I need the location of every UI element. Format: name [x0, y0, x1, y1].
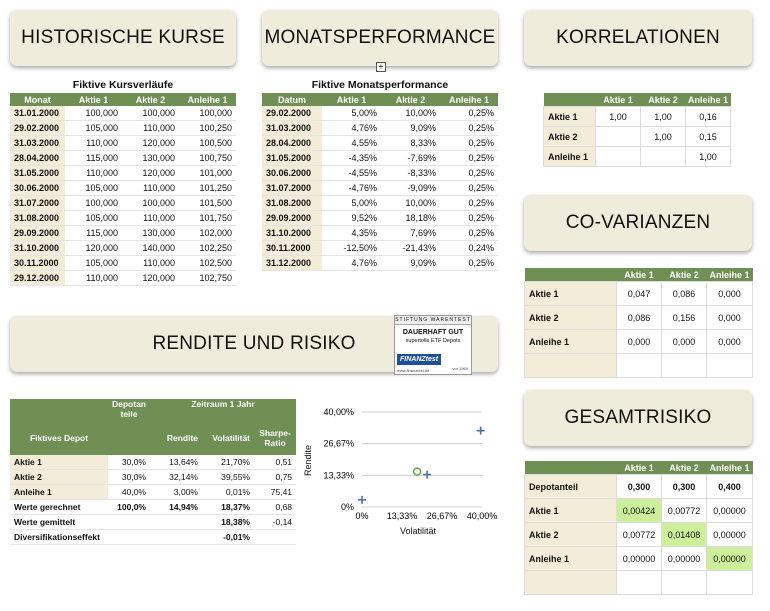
- table-row: [10, 136, 236, 151]
- covarianz-table: [524, 268, 753, 378]
- table-cell: 0,15: [686, 127, 731, 147]
- data-point-circle: [414, 468, 421, 475]
- table-cell: 0,086: [617, 306, 662, 330]
- table-cell: [707, 571, 753, 595]
- kurs-table-title: Fiktive Kursverläufe: [72, 79, 174, 91]
- row-label: Aktie 1: [525, 282, 617, 306]
- column-header: Aktie 2: [122, 93, 179, 106]
- table-cell: 100,000: [122, 196, 179, 211]
- table-cell: -0,14: [254, 515, 296, 530]
- table-cell: 101,500: [179, 196, 236, 211]
- table-cell: -4,35%: [322, 151, 381, 166]
- table-cell: 0,01408: [662, 523, 707, 547]
- table-cell: 120,000: [122, 136, 179, 151]
- column-header: [544, 93, 596, 107]
- table-cell: [108, 515, 150, 530]
- row-label: Depotanteil: [525, 475, 617, 499]
- table-cell: 0,000: [707, 330, 753, 354]
- table-cell: 105,000: [65, 181, 122, 196]
- row-label: 31.05.2000: [262, 151, 322, 166]
- table-row: [525, 499, 753, 523]
- table-cell: 110,000: [122, 256, 179, 271]
- table-cell: 0,000: [707, 282, 753, 306]
- table-cell: -9,09%: [381, 181, 440, 196]
- row-label: 31.08.2000: [10, 211, 65, 226]
- table-cell: 101,250: [179, 181, 236, 196]
- row-label: 29.02.2000: [10, 121, 65, 136]
- table-cell: -0,01%: [202, 530, 254, 545]
- column-header: Anleihe 1: [707, 268, 753, 282]
- table-row: [262, 166, 498, 181]
- banner-monatsperformance: MONATSPERFORMANCE: [262, 10, 498, 66]
- column-header: Aktie 2: [662, 461, 707, 475]
- table-row: [544, 147, 731, 167]
- table-row: [10, 485, 296, 500]
- table-cell: 0,047: [617, 282, 662, 306]
- table-cell: [617, 354, 662, 378]
- table-cell: 0,00772: [617, 523, 662, 547]
- table-row: [10, 241, 236, 256]
- y-tick-label: 26,67%: [323, 438, 354, 449]
- banner-co-varianzen: CO-VARIANZEN: [524, 195, 752, 251]
- table-cell: 105,000: [65, 211, 122, 226]
- row-label: 31.03.2000: [10, 136, 65, 151]
- column-header: [525, 461, 617, 475]
- table-cell: 4,35%: [322, 226, 381, 241]
- y-tick-label: 0%: [340, 502, 354, 512]
- table-cell: 13,64%: [150, 455, 202, 470]
- table-row: [262, 181, 498, 196]
- table-cell: 0,25%: [440, 181, 498, 196]
- data-point-cross: [358, 496, 366, 504]
- column-header: Aktie 2: [662, 268, 707, 282]
- row-label: Werte gerechnet: [10, 500, 108, 515]
- table-row: [525, 547, 753, 571]
- table-row: [525, 354, 753, 378]
- table-cell: 0,25%: [440, 226, 498, 241]
- table-row: [544, 127, 731, 147]
- depot-table: [10, 399, 296, 545]
- table-cell: [150, 515, 202, 530]
- table-row: [10, 256, 236, 271]
- table-cell: [707, 354, 753, 378]
- column-header: Aktie 1: [617, 268, 662, 282]
- table-cell: 0,00000: [707, 523, 753, 547]
- table-cell: [108, 530, 150, 545]
- table-cell: 0,000: [617, 330, 662, 354]
- table-cell: 75,41: [254, 485, 296, 500]
- table-cell: 7,69%: [381, 226, 440, 241]
- column-header: Monat: [10, 93, 65, 106]
- table-cell: 10,00%: [381, 106, 440, 121]
- row-label: [525, 571, 617, 595]
- table-row: [262, 106, 498, 121]
- korrelationen-table: [543, 93, 731, 167]
- table-cell: 18,37%: [202, 500, 254, 515]
- table-cell: [254, 530, 296, 545]
- row-label: 30.06.2000: [10, 181, 65, 196]
- table-cell: 0,000: [662, 330, 707, 354]
- column-header: Anleihe 1: [707, 461, 753, 475]
- table-cell: 32,14%: [150, 470, 202, 485]
- table-row: [262, 226, 498, 241]
- table-row: [525, 306, 753, 330]
- table-cell: [641, 147, 686, 167]
- table-cell: [662, 354, 707, 378]
- row-label: 30.11.2000: [10, 256, 65, 271]
- row-label: 31.07.2000: [262, 181, 322, 196]
- table-cell: 0,300: [617, 475, 662, 499]
- row-label: 29.02.2000: [262, 106, 322, 121]
- data-point-cross: [423, 471, 431, 479]
- table-cell: 4,76%: [322, 256, 381, 271]
- table-cell: 3,00%: [150, 485, 202, 500]
- table-row: [10, 211, 236, 226]
- column-header: Aktie 1: [596, 93, 641, 107]
- table-cell: 100,250: [179, 121, 236, 136]
- table-cell: 110,000: [65, 166, 122, 181]
- table-cell: 0,25%: [440, 211, 498, 226]
- row-label: 31.05.2000: [10, 166, 65, 181]
- table-cell: 0,00000: [662, 547, 707, 571]
- table-cell: 1,00: [641, 107, 686, 127]
- x-tick-label: 13,33%: [386, 511, 418, 521]
- table-cell: 120,000: [122, 271, 179, 286]
- table-cell: 0,00424: [617, 499, 662, 523]
- table-cell: 100,000: [65, 106, 122, 121]
- table-row: [10, 181, 236, 196]
- table-row: [262, 256, 498, 271]
- y-tick-label: 40,00%: [323, 407, 354, 417]
- row-label: 31.10.2000: [10, 241, 65, 256]
- row-label: 29.09.2000: [262, 211, 322, 226]
- table-cell: 0,68: [254, 500, 296, 515]
- table-row: [10, 271, 236, 286]
- table-cell: 0,25%: [440, 166, 498, 181]
- table-cell: 9,52%: [322, 211, 381, 226]
- x-tick-label: 26,67%: [426, 511, 458, 521]
- banner-gesamtrisiko: GESAMTRISIKO: [524, 390, 752, 446]
- table-cell: 100,000: [122, 106, 179, 121]
- row-label: Aktie 1: [525, 499, 617, 523]
- row-label: 28.04.2000: [10, 151, 65, 166]
- table-cell: 0,25%: [440, 256, 498, 271]
- row-label: Aktie 1: [10, 455, 108, 470]
- row-label: Aktie 2: [525, 306, 617, 330]
- gesamtrisiko-table: [524, 461, 753, 595]
- column-header: Anleihe 1: [686, 93, 731, 107]
- table-cell: 100,000: [179, 106, 236, 121]
- table-cell: 0,000: [707, 306, 753, 330]
- row-label: 28.04.2000: [262, 136, 322, 151]
- table-row: [10, 455, 296, 470]
- table-cell: 120,000: [122, 166, 179, 181]
- table-cell: 5,00%: [322, 106, 381, 121]
- summary-row: [10, 515, 296, 530]
- table-cell: 0,00000: [707, 547, 753, 571]
- table-cell: 0,01%: [202, 485, 254, 500]
- table-cell: -8,33%: [381, 166, 440, 181]
- depotanteile-header: Depotan teile: [108, 399, 150, 421]
- table-cell: 0,24%: [440, 241, 498, 256]
- banner-korrelationen: KORRELATIONEN: [524, 10, 752, 66]
- row-label: Diversifikationseffekt: [10, 530, 108, 545]
- table-cell: -4,76%: [322, 181, 381, 196]
- table-cell: 0,156: [662, 306, 707, 330]
- table-cell: 9,09%: [381, 121, 440, 136]
- table-row: [525, 475, 753, 499]
- table-row: [544, 107, 731, 127]
- table-row: [262, 136, 498, 151]
- table-cell: -4,55%: [322, 166, 381, 181]
- data-point-cross: [477, 427, 485, 435]
- row-label: Aktie 1: [544, 107, 596, 127]
- row-label: 31.03.2000: [262, 121, 322, 136]
- column-header: Aktie 1: [617, 461, 662, 475]
- table-cell: 102,000: [179, 226, 236, 241]
- row-label: Aktie 2: [10, 470, 108, 485]
- table-cell: 102,750: [179, 271, 236, 286]
- table-cell: 10,00%: [381, 196, 440, 211]
- table-cell: 14,94%: [150, 500, 202, 515]
- column-header: [525, 268, 617, 282]
- table-cell: 0,51: [254, 455, 296, 470]
- kurs-table: [10, 93, 236, 286]
- row-label: 31.07.2000: [10, 196, 65, 211]
- row-label: Aktie 2: [544, 127, 596, 147]
- table-cell: 100,500: [179, 136, 236, 151]
- x-axis-label: Volatilität: [400, 526, 437, 536]
- table-cell: 110,000: [65, 271, 122, 286]
- table-row: [262, 151, 498, 166]
- table-cell: 9,09%: [381, 256, 440, 271]
- banner-historische-kurse: HISTORISCHE KURSE: [10, 10, 236, 66]
- column-header: Aktie 1: [65, 93, 122, 106]
- table-cell: 1,00: [641, 127, 686, 147]
- row-label: 31.12.2000: [262, 256, 322, 271]
- row-label: 30.06.2000: [262, 166, 322, 181]
- table-row: [525, 523, 753, 547]
- sharpe-ratio-header: Sharpe-Ratio: [254, 421, 296, 455]
- row-label: Aktie 2: [525, 523, 617, 547]
- table-cell: 105,000: [65, 256, 122, 271]
- column-header: Aktie 1: [322, 93, 381, 106]
- volatilitaet-header: Volatilität: [202, 421, 254, 455]
- table-cell: [617, 571, 662, 595]
- table-cell: 0,25%: [440, 136, 498, 151]
- table-cell: -12,50%: [322, 241, 381, 256]
- table-row: [10, 121, 236, 136]
- table-cell: 1,00: [686, 147, 731, 167]
- table-cell: 110,000: [122, 211, 179, 226]
- table-cell: 0,25%: [440, 151, 498, 166]
- fiktives-depot-header: Fiktives Depot: [10, 421, 108, 455]
- table-row: [10, 151, 236, 166]
- table-cell: 115,000: [65, 151, 122, 166]
- row-label: [525, 354, 617, 378]
- perf-table-title: Fiktive Monatsperformance: [311, 79, 449, 91]
- zeitraum-header: Zeitraum 1 Jahr: [150, 399, 296, 421]
- table-cell: 21,70%: [202, 455, 254, 470]
- summary-row: [10, 530, 296, 545]
- table-cell: 105,000: [65, 121, 122, 136]
- table-cell: 39,55%: [202, 470, 254, 485]
- table-cell: 110,000: [122, 121, 179, 136]
- row-label: Anleihe 1: [544, 147, 596, 167]
- row-label: Anleihe 1: [525, 547, 617, 571]
- table-cell: 40,0%: [108, 485, 150, 500]
- column-header: Anleihe 1: [179, 93, 236, 106]
- rendite-header: Rendite: [150, 421, 202, 455]
- table-cell: 101,750: [179, 211, 236, 226]
- table-row: [525, 330, 753, 354]
- table-row: [10, 226, 236, 241]
- table-cell: 102,250: [179, 241, 236, 256]
- table-cell: 0,086: [662, 282, 707, 306]
- table-cell: -21,43%: [381, 241, 440, 256]
- expand-icon[interactable]: +: [376, 62, 386, 72]
- table-cell: 0,16: [686, 107, 731, 127]
- table-cell: 115,000: [65, 226, 122, 241]
- table-cell: 0,300: [662, 475, 707, 499]
- table-cell: -7,69%: [381, 151, 440, 166]
- table-cell: 100,000: [65, 196, 122, 211]
- table-cell: 110,000: [122, 181, 179, 196]
- x-tick-label: 40,00%: [466, 511, 498, 521]
- table-row: [525, 571, 753, 595]
- table-cell: 18,18%: [381, 211, 440, 226]
- row-label: 29.09.2000: [10, 226, 65, 241]
- column-header: Anleihe 1: [440, 93, 498, 106]
- row-label: Anleihe 1: [10, 485, 108, 500]
- column-header: Aktie 2: [641, 93, 686, 107]
- table-cell: 0,25%: [440, 196, 498, 211]
- row-label: 30.11.2000: [262, 241, 322, 256]
- row-label: Anleihe 1: [525, 330, 617, 354]
- table-row: [262, 211, 498, 226]
- table-cell: 100,750: [179, 151, 236, 166]
- row-label: 31.08.2000: [262, 196, 322, 211]
- banner-rendite-und-risiko: RENDITE UND RISIKO: [10, 316, 498, 372]
- table-row: [525, 282, 753, 306]
- column-header: Aktie 2: [381, 93, 440, 106]
- x-tick-label: 0%: [355, 511, 369, 521]
- table-cell: [662, 571, 707, 595]
- table-cell: 120,000: [65, 241, 122, 256]
- table-cell: 5,00%: [322, 196, 381, 211]
- table-cell: 0,75: [254, 470, 296, 485]
- y-tick-label: 13,33%: [323, 470, 354, 481]
- table-row: [10, 470, 296, 485]
- table-cell: 1,00: [596, 107, 641, 127]
- table-cell: 30,0%: [108, 470, 150, 485]
- row-label: 29.12.2000: [10, 271, 65, 286]
- table-row: [10, 196, 236, 211]
- y-axis-label: Rendite: [303, 444, 313, 476]
- table-cell: 130,000: [122, 226, 179, 241]
- table-cell: 4,76%: [322, 121, 381, 136]
- perf-table: [262, 93, 498, 271]
- row-label: 31.10.2000: [262, 226, 322, 241]
- table-cell: 0,00000: [707, 499, 753, 523]
- scatter-chart: [300, 398, 500, 543]
- table-cell: 0,25%: [440, 106, 498, 121]
- table-cell: 140,000: [122, 241, 179, 256]
- table-cell: 4,55%: [322, 136, 381, 151]
- table-cell: 8,33%: [381, 136, 440, 151]
- table-cell: 110,000: [65, 136, 122, 151]
- row-label: Werte gemittelt: [10, 515, 108, 530]
- table-cell: 101,000: [179, 166, 236, 181]
- table-cell: 30,0%: [108, 455, 150, 470]
- row-label: 31.01.2000: [10, 106, 65, 121]
- table-cell: 100,0%: [108, 500, 150, 515]
- table-cell: [596, 127, 641, 147]
- table-cell: [596, 147, 641, 167]
- table-cell: 130,000: [122, 151, 179, 166]
- finanztest-badge: STIFTUNG WARENTEST DAUERHAFT GUT supertolle ETF Depots FINANZtest www.finanztest.de vor 1969: [395, 317, 471, 373]
- table-row: [262, 196, 498, 211]
- table-cell: 0,00772: [662, 499, 707, 523]
- column-header: Datum: [262, 93, 322, 106]
- table-row: [10, 166, 236, 181]
- table-cell: 0,25%: [440, 121, 498, 136]
- summary-row: [10, 500, 296, 515]
- finanztest-logo: FINANZtest: [397, 354, 441, 365]
- table-cell: [150, 530, 202, 545]
- table-row: [10, 106, 236, 121]
- table-cell: 18,38%: [202, 515, 254, 530]
- table-cell: 0,00000: [617, 547, 662, 571]
- table-row: [262, 241, 498, 256]
- table-cell: 102,500: [179, 256, 236, 271]
- table-cell: 0,400: [707, 475, 753, 499]
- table-row: [262, 121, 498, 136]
